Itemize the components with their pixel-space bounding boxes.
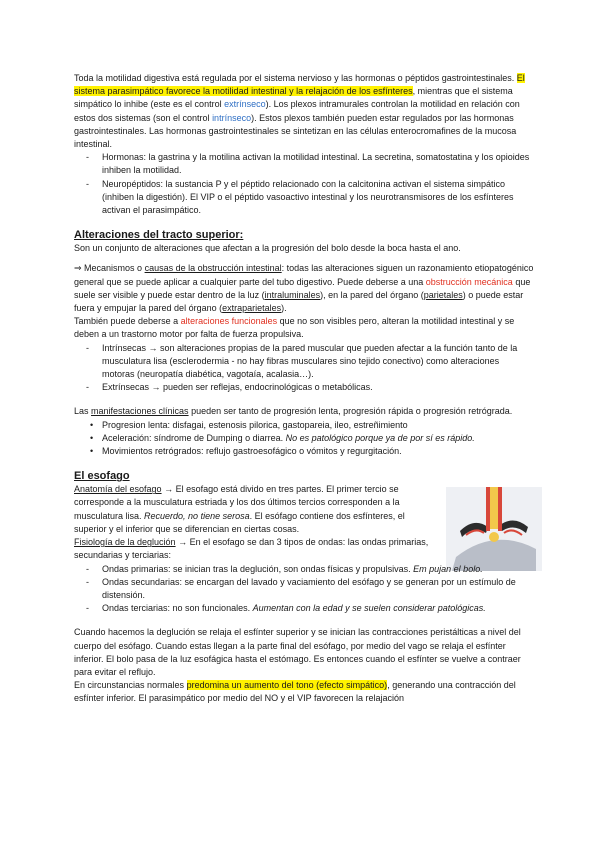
extrinseco-term: extrínseco: [224, 99, 266, 110]
red-term: obstrucción mecánica: [425, 276, 513, 287]
text: pueden ser tanto de progresión lenta, progresión rápida o progresión retrógrada.: [188, 406, 513, 417]
underlined-term: manifestaciones clínicas: [91, 406, 189, 417]
intrinseco-term: intrínseco: [212, 112, 252, 123]
italic-note: Em pujan el bolo.: [413, 563, 483, 574]
text: ) o puede estar fuera y empujar la pared del órgano (: [74, 289, 524, 314]
intro-text: ). Los plexos intramurales controlan la motilidad en relación con estos dos sistemas (son el control: [74, 99, 520, 123]
list-item: [74, 445, 534, 458]
document-page: [74, 72, 534, 706]
highlight: predomina un aumento del tono (efecto simpático): [186, 680, 388, 691]
esofago-block: [74, 483, 534, 562]
tone-paragraph: [74, 679, 534, 705]
intro-text: ). Estos plexos también pueden estar regulados por las hormonas gastrointestinales. Las hormonas gastrointestinales se sintetizan en las células enterocromafines de la mucosa intestinal.: [74, 112, 517, 150]
underlined-term: extraparietales: [222, 303, 282, 314]
text: Ondas terciarias: no son funcionales.: [102, 603, 253, 614]
section-heading-upper: Alteraciones del tracto superior:: [74, 229, 244, 242]
anatomy-paragraph: [74, 483, 436, 536]
text: Ondas primarias: se inician tras la deglución, son ondas físicas y propulsivas.: [102, 563, 414, 574]
underlined-term: Anatomía del esofago: [74, 484, 162, 495]
italic-note: No es patológico porque ya de por sí es rápido.: [285, 432, 475, 443]
upper-paragraph-3: [74, 315, 534, 341]
list-item: [74, 602, 534, 615]
intro-highlight: El sistema parasimpático favorece la motilidad intestinal y la relajación de los esfínteres: [74, 73, 525, 97]
list-item: [74, 419, 534, 432]
upper-paragraph-2: [74, 262, 534, 315]
list-item: - Hormonas: la gastrina y la motilina activan la motilidad intestinal. La secretina, somatostatina y los opioides inhiben la motilidad.: [74, 151, 534, 177]
text: Las: [74, 406, 92, 417]
intro-paragraph: [74, 72, 534, 151]
italic-note: Recuerdo, no tiene serosa: [144, 510, 250, 521]
underlined-term: causas de la obstrucción intestinal: [144, 263, 282, 274]
list-item: [74, 563, 534, 576]
text: Aceleración: síndrome de Dumping o diarrea.: [102, 432, 286, 443]
underlined-term: parietales: [423, 289, 463, 300]
text: Movimientos retrógrados: reflujo gastroesofágico o vómitos y regurgitación.: [102, 446, 402, 457]
list-item: - Neuropéptidos: la sustancia P y el péptido relacionado con la calcitonina activan el sistema simpático (inhiben la digestión). El VIP o el péptido vasoactivo intestinal y los neurotransmisores de los esfínteres activan el parasimpático.: [74, 178, 534, 218]
waves-list: [74, 563, 534, 616]
text: ).: [281, 303, 287, 314]
list-item: - Intrínsecas → son alteraciones propias de la pared muscular que pueden afectar a la función tanto de la musculatura lisa (esclerodermia - no hay fibras musculares sino tejido conectivo) como alteraciones motoras (neuropatía diabética, vagotaía, acalasia…).: [74, 342, 534, 382]
list-item: [74, 576, 534, 602]
underlined-term: Fisiología de la deglución: [74, 537, 176, 548]
text: que suele ser visible y puede estar dentro de la luz (: [74, 276, 531, 300]
text: ⇒ Mecanismos o: [74, 263, 145, 274]
intro-text: , mientras que el sistema simpático lo inhibe (este es el control: [74, 86, 513, 110]
section-heading-esofago: El esofago: [74, 470, 130, 483]
text: → En el esofago se dan 3 tipos de ondas: las ondas primarias, secundarias y terciarias:: [74, 537, 429, 561]
upper-paragraph-4: [74, 405, 534, 418]
text: Ondas secundarias: se encargan del lavado y vaciamiento del esófago y se generan por un estímulo de distensión.: [102, 576, 516, 600]
manifestations-list: [74, 419, 534, 459]
intro-text: Toda la motilidad digestiva está regulada por el sistema nervioso y las hormonas o péptidos gastrointestinales.: [74, 73, 517, 83]
esophagus-illustration: [446, 487, 542, 571]
text: Progresion lenta: disfagai, estenosis pilorica, gastopareia, ileo, estreñimiento: [102, 419, 408, 430]
text: ), en la pared del órgano (: [320, 289, 424, 300]
underlined-term: intraluminales: [264, 289, 321, 300]
list-item: - Extrínsecas → pueden ser reflejas, endocrinológicas o metabólicas.: [74, 381, 534, 394]
text: : todas las alteraciones siguen un razonamiento etiopatogénico general que se puede aplicar a cualquier parte del tubo digestivo. Puede deberse a una: [74, 263, 534, 287]
list-item: [74, 432, 534, 445]
italic-note: Aumentan con la edad y se suelen considerar patológicas.: [252, 603, 486, 614]
deglution-paragraph: Cuando hacemos la deglución se relaja el esfínter superior y se inician las contracciones peristálticas a nivel del cuerpo del esófago. Cuando estas llegan a la parte final del esófago, por medio del vago se relaja el esfínter inferior. El bolo pasa de la luz esofágica hasta el estómago. Es entonces cuando el esfínter se vuelve a contraer para evitar el reflujo.: [74, 627, 521, 677]
intro-list: [74, 151, 534, 217]
text: , generando una contracción del esfínter inferior. El parasimpático por medio del NO y el VIP favorecen la relajación: [74, 680, 516, 704]
text: . El esófago contiene dos esfínteres, el superior y el inferior que se diferencian en ciertas cosas.: [74, 510, 405, 534]
physiology-paragraph: [74, 536, 436, 562]
upper-list: [74, 342, 534, 395]
text: → El esofago está divido en tres partes. El primer tercio se corresponde a la musculatura estriada y los dos últimos tercios corresponden a la musculatura lisa.: [74, 484, 400, 521]
text: que no son visibles pero, alteran la motilidad intestinal y se deben a un trastorno motor por falta de fuerza propulsiva.: [74, 316, 515, 340]
upper-paragraph-1: Son un conjunto de alteraciones que afectan a la progresión del bolo desde la boca hasta el ano.: [74, 243, 461, 254]
text: En circunstancias normales: [74, 680, 187, 691]
text: También puede deberse a: [74, 316, 181, 327]
esofago-text: [74, 483, 436, 562]
red-term: alteraciones funcionales: [180, 316, 278, 327]
